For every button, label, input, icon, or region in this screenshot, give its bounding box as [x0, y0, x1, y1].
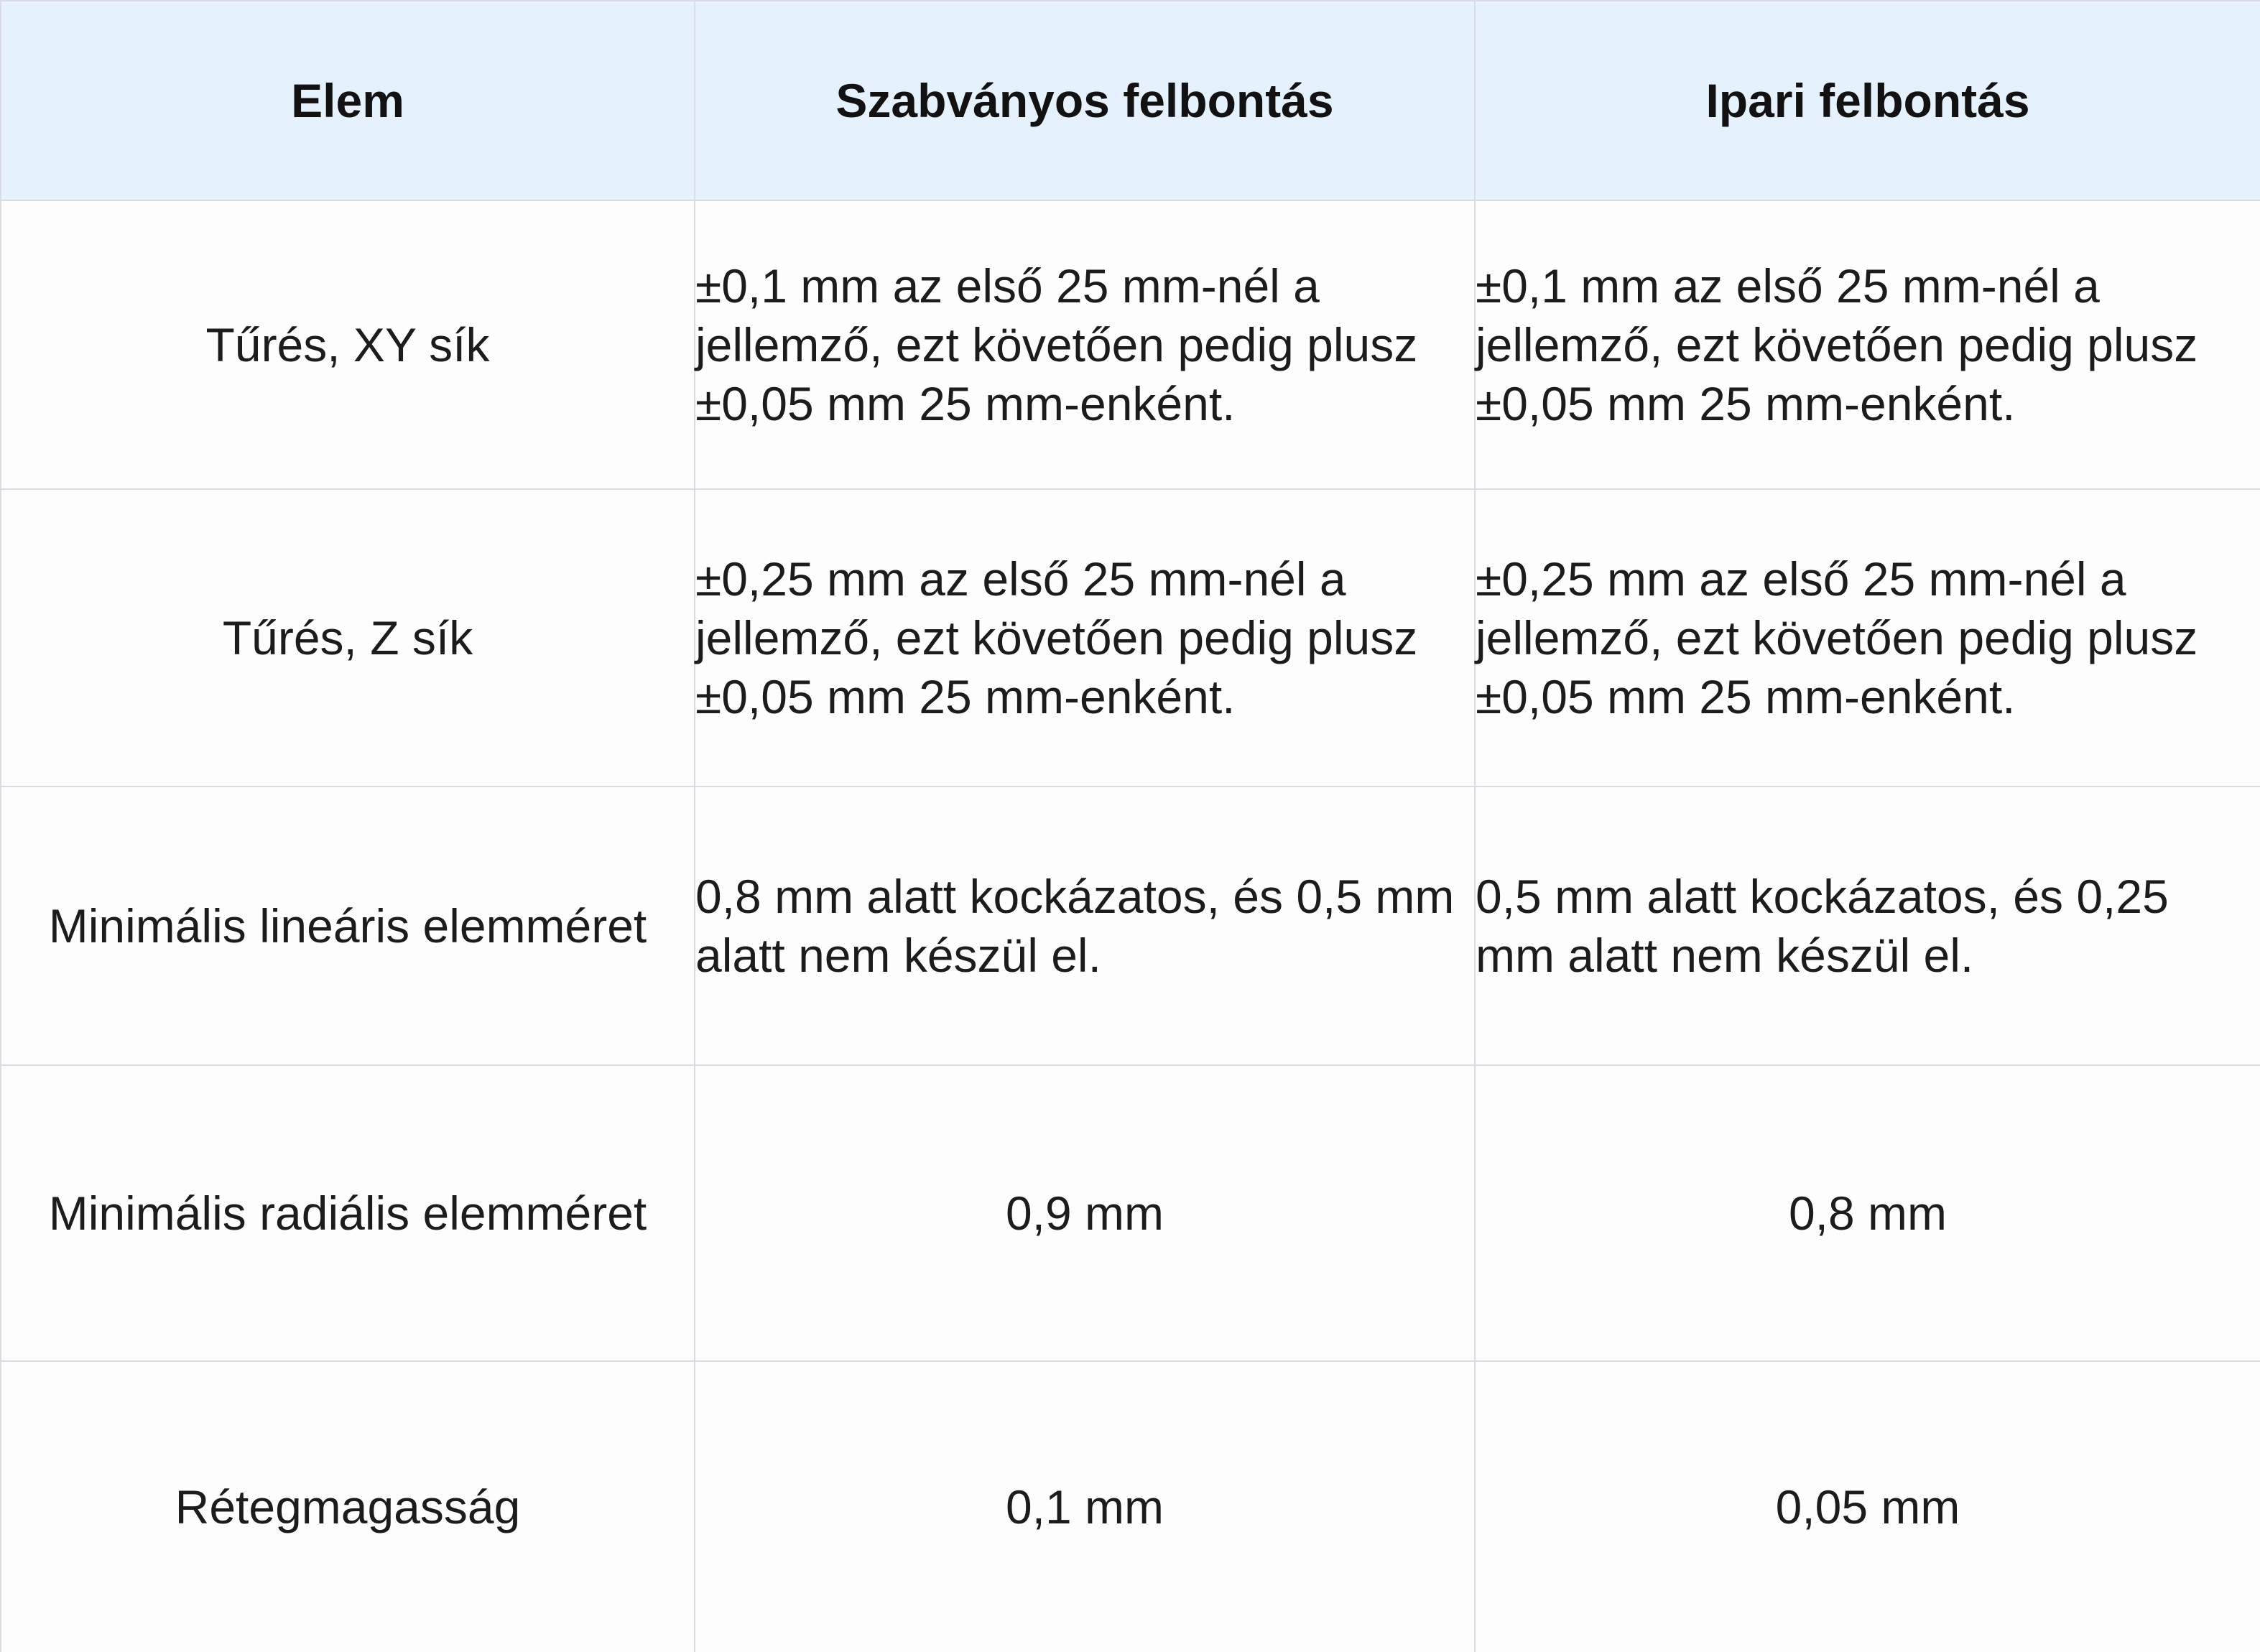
industrial-value: ±0,25 mm az első 25 mm-nél a jellemző, ezt követően pedig plusz ±0,05 mm 25 mm-enként. [1475, 489, 2260, 786]
header-industrial-resolution: Ipari felbontás [1475, 1, 2260, 200]
standard-value: 0,8 mm alatt kockázatos, és 0,5 mm alatt nem készül el. [695, 786, 1475, 1065]
table-row [1, 1361, 2260, 1652]
row-label: Rétegmagasság [1, 1361, 695, 1652]
standard-value: ±0,1 mm az első 25 mm-nél a jellemző, ezt követően pedig plusz ±0,05 mm 25 mm-enként. [695, 200, 1475, 489]
standard-value: ±0,25 mm az első 25 mm-nél a jellemző, ezt követően pedig plusz ±0,05 mm 25 mm-enként. [695, 489, 1475, 786]
header-row [1, 1, 2260, 200]
standard-value: 0,1 mm [695, 1361, 1475, 1652]
industrial-value: 0,5 mm alatt kockázatos, és 0,25 mm alatt nem készül el. [1475, 786, 2260, 1065]
industrial-value: 0,05 mm [1475, 1361, 2260, 1652]
row-label: Minimális lineáris elemméret [1, 786, 695, 1065]
industrial-value: ±0,1 mm az első 25 mm-nél a jellemző, ezt követően pedig plusz ±0,05 mm 25 mm-enként. [1475, 200, 2260, 489]
industrial-value: 0,8 mm [1475, 1065, 2260, 1361]
row-label: Tűrés, Z sík [1, 489, 695, 786]
standard-value: 0,9 mm [695, 1065, 1475, 1361]
table-row [1, 200, 2260, 489]
table-row [1, 489, 2260, 786]
row-label: Tűrés, XY sík [1, 200, 695, 489]
row-label: Minimális radiális elemméret [1, 1065, 695, 1361]
header-standard-resolution: Szabványos felbontás [695, 1, 1475, 200]
header-elem: Elem [1, 1, 695, 200]
table-row [1, 1065, 2260, 1361]
table-row [1, 786, 2260, 1065]
